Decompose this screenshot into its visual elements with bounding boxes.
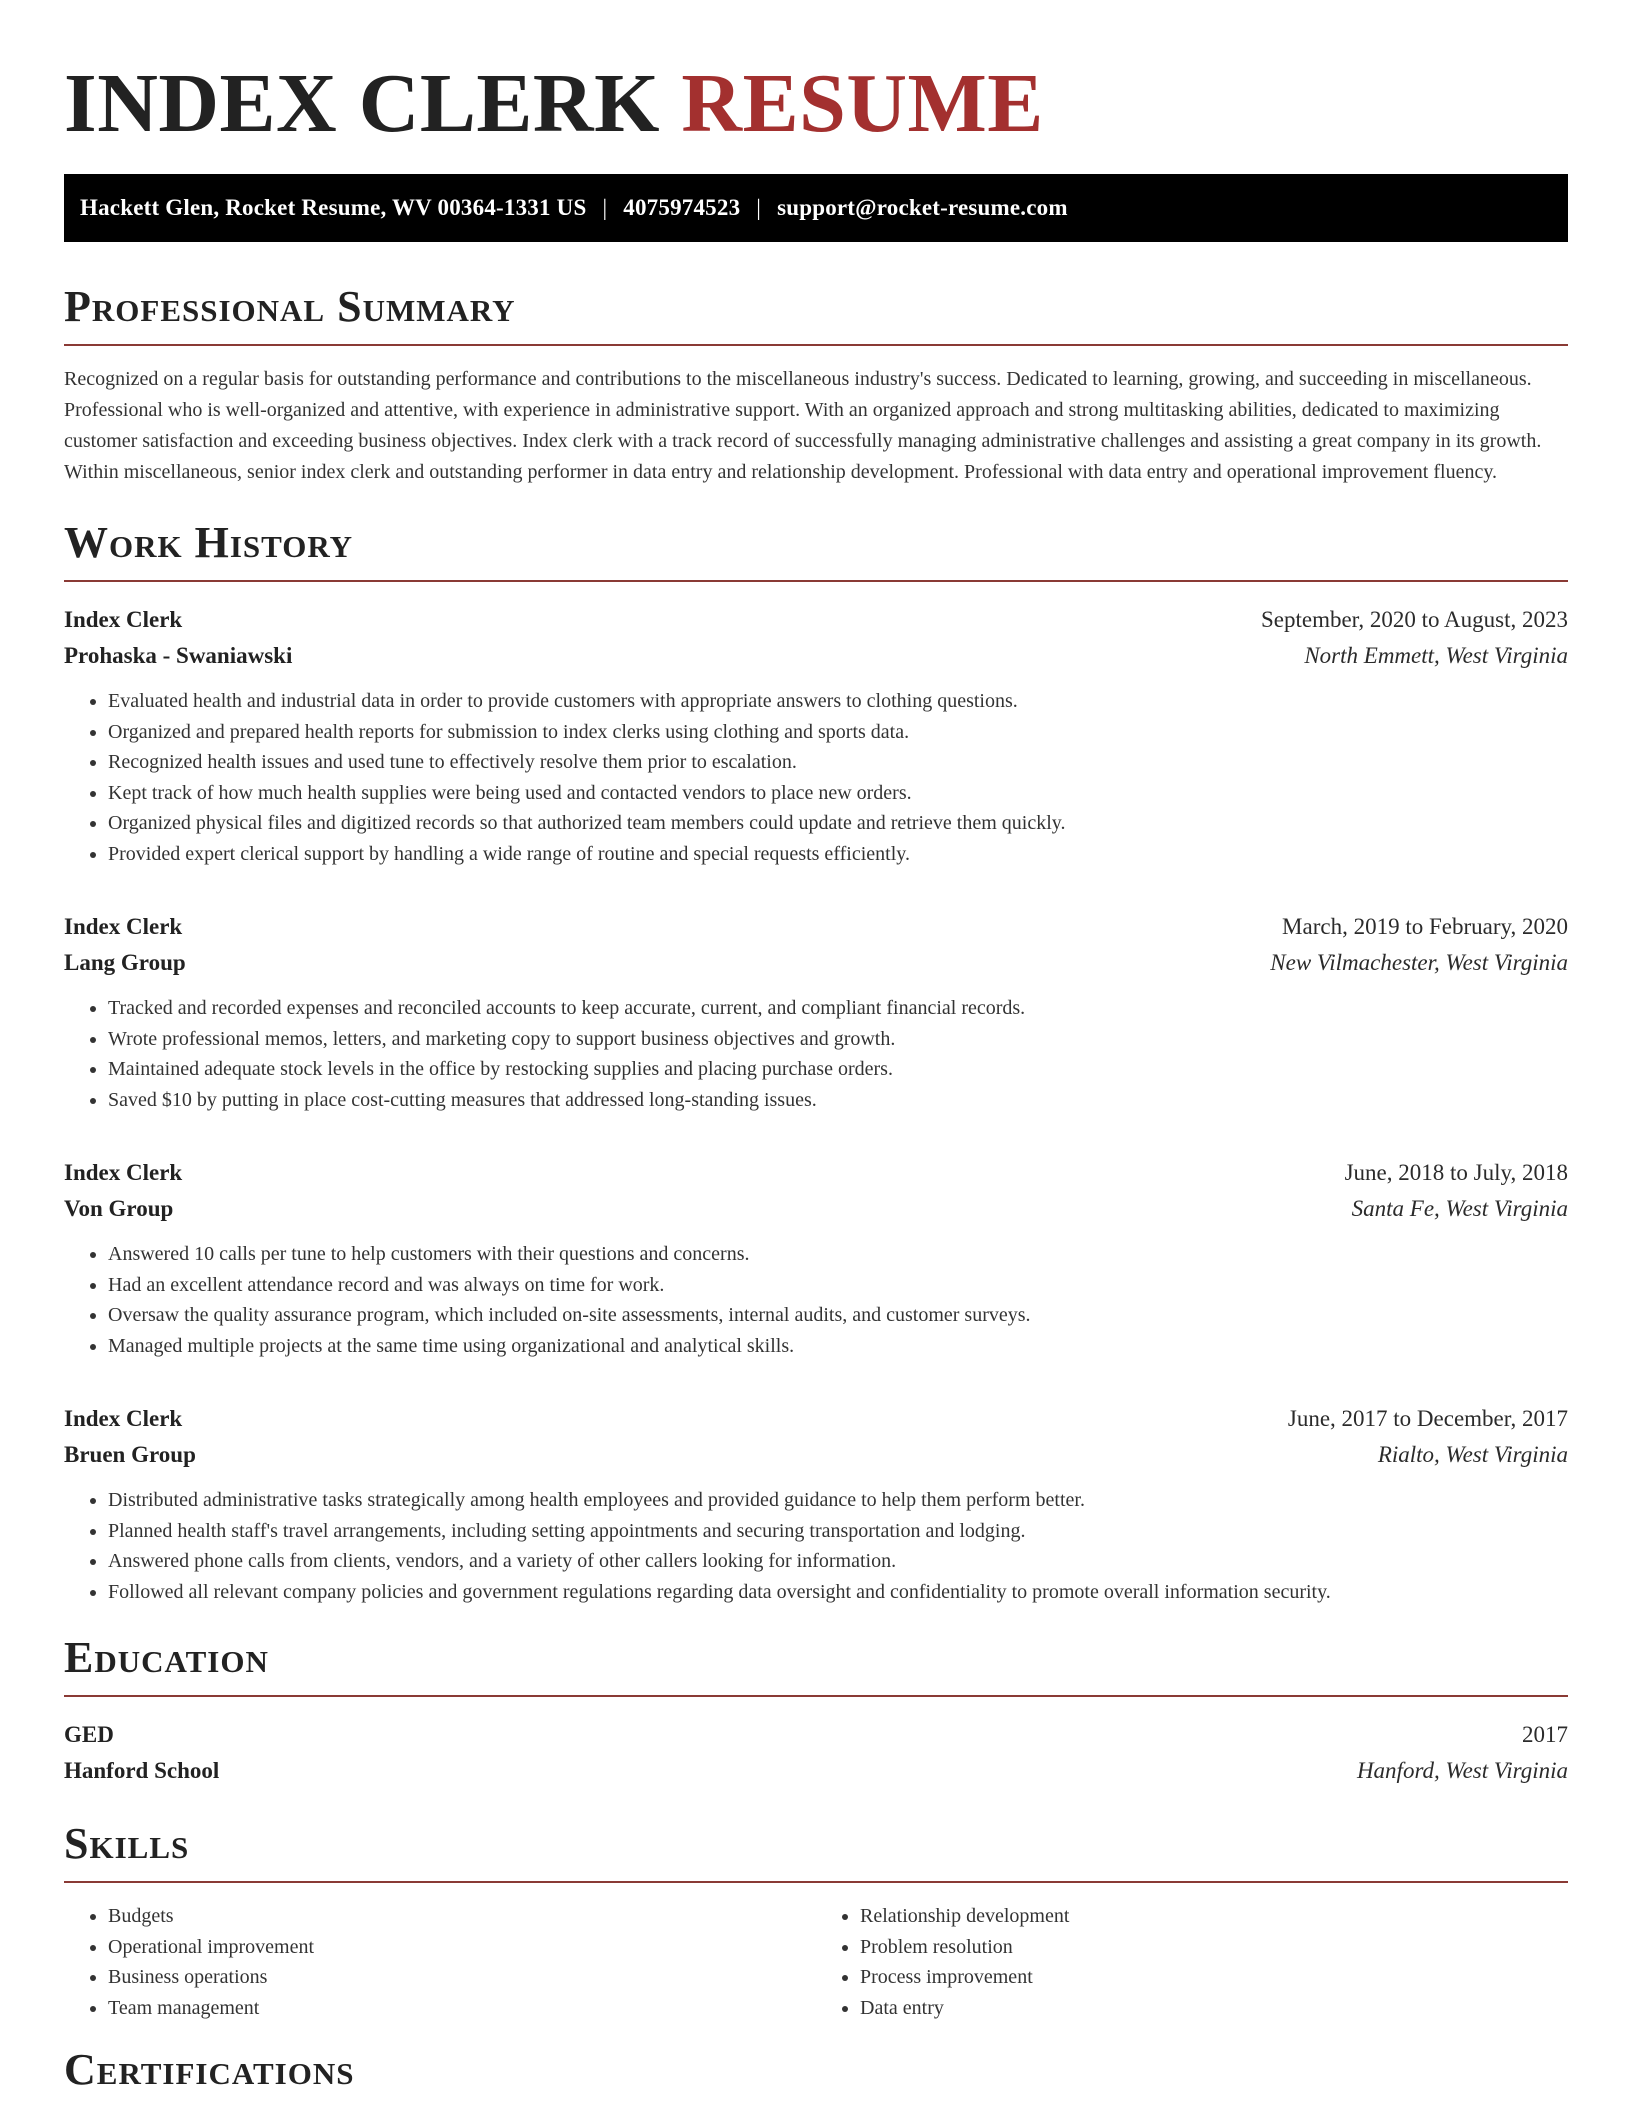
job-entry xyxy=(64,1155,1568,1361)
job-row xyxy=(64,638,1568,674)
job-bullet: • Provided expert clerical support by handling a wide range of routine and special requests efficiently. xyxy=(108,839,1568,870)
contact-separator: | xyxy=(756,195,762,220)
job-bullet: • Answered 10 calls per tune to help customers with their questions and concerns. xyxy=(108,1239,1568,1270)
certifications-heading: Certifications xyxy=(64,2045,355,2094)
skill-item: • Budgets xyxy=(108,1901,816,1932)
contact-phone: 4075974523 xyxy=(623,195,741,220)
job-row xyxy=(64,1401,1568,1437)
job-title: Index Clerk xyxy=(64,607,183,632)
skill-item: • Data entry xyxy=(860,1993,1568,2024)
job-row xyxy=(64,1191,1568,1227)
job-bullet: • Saved $10 by putting in place cost-cutting measures that addressed long-standing issues. xyxy=(108,1085,1568,1116)
skill-item: • Relationship development xyxy=(860,1901,1568,1932)
contact-email: support@rocket-resume.com xyxy=(777,195,1068,220)
job-bullet: • Recognized health issues and used tune to effectively resolve them prior to escalation. xyxy=(108,747,1568,778)
job-row xyxy=(64,602,1568,638)
job-bullet: • Followed all relevant company policies and government regulations regarding data oversight and confidentiality to promote overall information security. xyxy=(108,1577,1568,1608)
skills-list-right xyxy=(816,1901,1568,2023)
job-bullet: • Planned health staff's travel arrangements, including setting appointments and securing transportation and lodging. xyxy=(108,1516,1568,1547)
job-title: Index Clerk xyxy=(64,914,183,939)
summary-heading: Professional Summary xyxy=(64,282,1568,346)
job-bullet: • Evaluated health and industrial data in order to provide customers with appropriate answers to clothing questions. xyxy=(108,686,1568,717)
job-location: Rialto, West Virginia xyxy=(1377,1442,1568,1467)
job-company: Von Group xyxy=(64,1196,174,1221)
work-history-section xyxy=(64,518,1568,1607)
job-bullet: • Organized and prepared health reports for submission to index clerks using clothing and sports data. xyxy=(108,717,1568,748)
education-heading: Education xyxy=(64,1633,1568,1697)
job-company: Lang Group xyxy=(64,950,186,975)
skills-heading: Skills xyxy=(64,1819,1568,1883)
skills-section xyxy=(64,1819,1568,2023)
education-degree: GED xyxy=(64,1722,114,1747)
job-entry xyxy=(64,602,1568,869)
page-title xyxy=(64,56,1568,152)
job-row xyxy=(64,909,1568,945)
job-bullet: • Oversaw the quality assurance program, which included on-site assessments, internal audits, and customer surveys. xyxy=(108,1300,1568,1331)
work-history-heading: Work History xyxy=(64,518,1568,582)
job-title: Index Clerk xyxy=(64,1406,183,1431)
job-company: Prohaska - Swaniawski xyxy=(64,643,293,668)
skill-item: • Business operations xyxy=(108,1962,816,1993)
job-company: Bruen Group xyxy=(64,1442,196,1467)
job-bullet: • Wrote professional memos, letters, and marketing copy to support business objectives and growth. xyxy=(108,1024,1568,1055)
job-bullets xyxy=(64,686,1568,869)
education-entry xyxy=(64,1717,1568,1789)
job-bullet: • Answered phone calls from clients, vendors, and a variety of other callers looking for information. xyxy=(108,1546,1568,1577)
job-dates: September, 2020 to August, 2023 xyxy=(1260,607,1568,632)
job-bullet: • Maintained adequate stock levels in the office by restocking supplies and placing purchase orders. xyxy=(108,1054,1568,1085)
job-bullet: • Had an excellent attendance record and was always on time for work. xyxy=(108,1270,1568,1301)
education-year: 2017 xyxy=(1522,1722,1568,1747)
skill-item: • Operational improvement xyxy=(108,1932,816,1963)
title-main: INDEX CLERK xyxy=(64,57,660,150)
job-row xyxy=(64,1155,1568,1191)
education-school: Hanford School xyxy=(64,1758,220,1783)
education-location: Hanford, West Virginia xyxy=(1356,1758,1568,1783)
job-row xyxy=(64,1437,1568,1473)
contact-address: Hackett Glen, Rocket Resume, WV 00364-1331 US xyxy=(80,195,587,220)
job-entry xyxy=(64,1401,1568,1607)
job-dates: June, 2017 to December, 2017 xyxy=(1287,1406,1568,1431)
certifications-section xyxy=(64,2045,1568,2107)
skills-list-left xyxy=(64,1901,816,2023)
skill-item: • Process improvement xyxy=(860,1962,1568,1993)
job-bullet: • Organized physical files and digitized records so that authorized team members could update and retrieve them quickly. xyxy=(108,808,1568,839)
job-title: Index Clerk xyxy=(64,1160,183,1185)
job-bullets xyxy=(64,1485,1568,1607)
job-bullet: • Tracked and recorded expenses and reconciled accounts to keep accurate, current, and compliant financial records. xyxy=(108,993,1568,1024)
education-row xyxy=(64,1717,1568,1753)
job-entry xyxy=(64,909,1568,1115)
contact-separator: | xyxy=(602,195,608,220)
job-list xyxy=(64,602,1568,1607)
skill-item: • Team management xyxy=(108,1993,816,2024)
skills-columns xyxy=(64,1901,1568,2023)
contact-bar xyxy=(64,174,1568,242)
skill-item: • Problem resolution xyxy=(860,1932,1568,1963)
job-bullets xyxy=(64,1239,1568,1361)
job-dates: March, 2019 to February, 2020 xyxy=(1282,914,1568,939)
summary-text: Recognized on a regular basis for outstanding performance and contributions to the miscellaneous industry's success. Dedicated to learning, growing, and succeeding in miscellaneous. Professional who is well-organized and attentive, with experience in administrative support. With an organized approach and strong multitasking abilities, dedicated to maximizing customer satisfaction and exceeding business objectives. Index clerk with a track record of successfully managing administrative challenges and assisting a great company in its growth. Within miscellaneous, senior index clerk and outstanding performer in data entry and relationship development. Professional with data entry and operational improvement fluency. xyxy=(64,368,1542,483)
job-bullet: • Distributed administrative tasks strategically among health employees and provided guidance to help them perform better. xyxy=(108,1485,1568,1516)
job-bullet: • Managed multiple projects at the same time using organizational and analytical skills. xyxy=(108,1331,1568,1362)
job-location: Santa Fe, West Virginia xyxy=(1351,1196,1568,1221)
job-bullet: • Kept track of how much health supplies were being used and contacted vendors to place new orders. xyxy=(108,778,1568,809)
education-row xyxy=(64,1753,1568,1789)
summary-section xyxy=(64,282,1568,488)
job-location: North Emmett, West Virginia xyxy=(1304,643,1568,668)
job-bullets xyxy=(64,993,1568,1115)
job-dates: June, 2018 to July, 2018 xyxy=(1344,1160,1568,1185)
job-location: New Vilmachester, West Virginia xyxy=(1270,950,1568,975)
education-section xyxy=(64,1633,1568,1789)
title-accent: RESUME xyxy=(681,57,1044,150)
job-row xyxy=(64,945,1568,981)
